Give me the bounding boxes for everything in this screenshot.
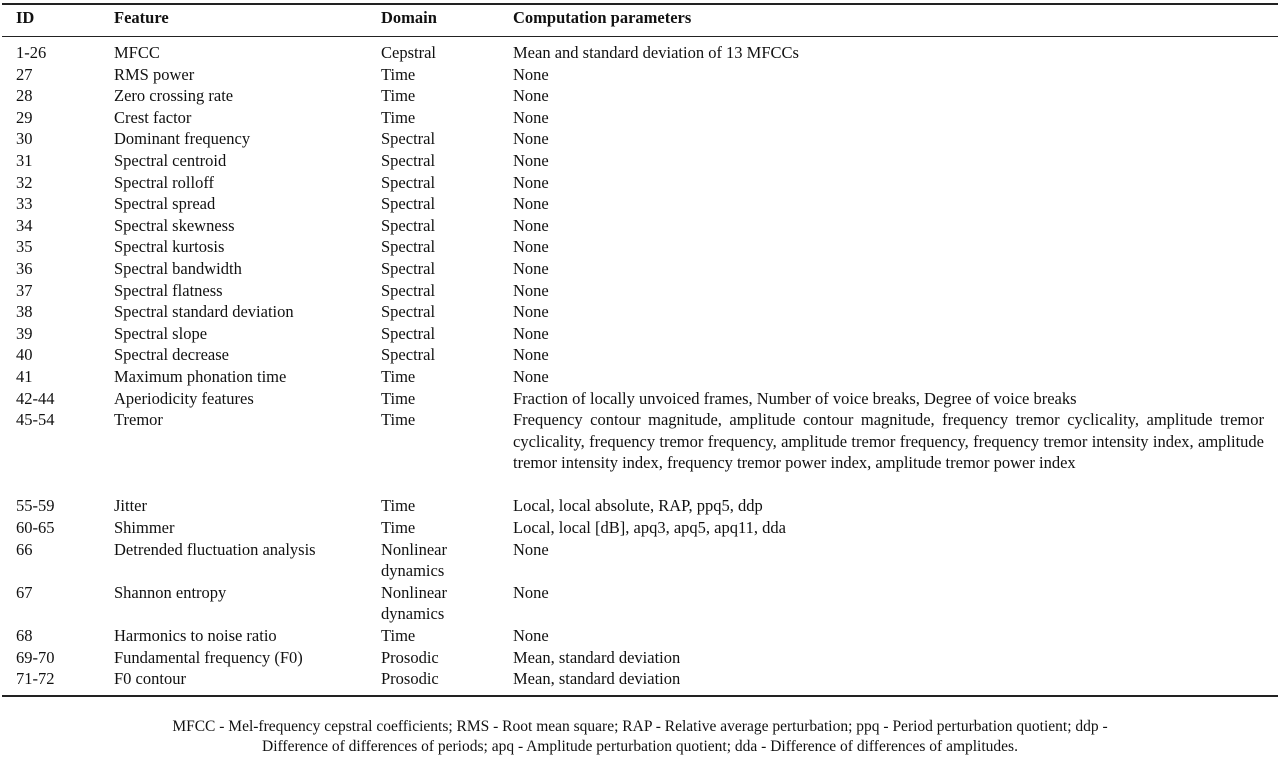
- cell-feature: Spectral flatness: [114, 280, 223, 300]
- cell-params: None: [513, 107, 549, 127]
- cell-feature: Spectral rolloff: [114, 172, 215, 192]
- cell-domain: Spectral: [381, 302, 436, 322]
- header-feature: Feature: [114, 8, 169, 27]
- cell-params: None: [513, 129, 549, 149]
- cell-params: None: [513, 86, 549, 106]
- cell-feature: Aperiodicity features: [114, 388, 254, 408]
- cell-params: None: [513, 302, 549, 322]
- table-bottom-rule: [2, 695, 1278, 697]
- cell-params: None: [513, 150, 549, 170]
- cell-feature: Jitter: [114, 496, 147, 516]
- cell-domain: Spectral: [381, 237, 436, 257]
- cell-id: 40: [16, 345, 33, 365]
- cell-domain: Spectral: [381, 194, 436, 214]
- cell-params: None: [513, 345, 549, 365]
- table-row: [0, 215, 1280, 237]
- table-row: [0, 388, 1280, 410]
- cell-params: Local, local absolute, RAP, ppq5, ddp: [513, 496, 763, 516]
- table-top-rule: [2, 3, 1278, 5]
- cell-domain: Prosodic: [381, 647, 439, 667]
- table-row: [0, 64, 1280, 86]
- cell-id: 29: [16, 107, 33, 127]
- cell-id: 36: [16, 258, 33, 278]
- cell-params: Mean and standard deviation of 13 MFCCs: [513, 43, 799, 62]
- table-row: [0, 647, 1280, 669]
- cell-feature: RMS power: [114, 64, 195, 84]
- cell-id: 31: [16, 150, 33, 170]
- cell-domain: Spectral: [381, 323, 436, 343]
- cell-id: 69-70: [16, 647, 55, 667]
- cell-domain: Time: [381, 107, 416, 127]
- cell-id: 37: [16, 280, 33, 300]
- cell-domain: Time: [381, 410, 416, 430]
- table-row: [0, 625, 1280, 647]
- cell-id: 41: [16, 366, 33, 386]
- cell-id: 1-26: [16, 43, 47, 62]
- footnote-line-1: MFCC - Mel-frequency cepstral coefficients; RMS - Root mean square; RAP - Relative average perturbation; ppq - Period perturbation quotient; ddp -: [172, 718, 1108, 735]
- table-row: [0, 539, 1280, 582]
- header-id: ID: [16, 8, 35, 27]
- table-row: [0, 280, 1280, 302]
- cell-feature: Dominant frequency: [114, 129, 251, 149]
- cell-id: 33: [16, 194, 33, 214]
- cell-feature: Spectral kurtosis: [114, 237, 225, 257]
- cell-feature: Spectral spread: [114, 194, 216, 214]
- cell-feature: Spectral decrease: [114, 345, 229, 365]
- cell-id: 45-54: [16, 410, 55, 430]
- cell-feature: Spectral standard deviation: [114, 302, 294, 322]
- table-row: [0, 323, 1280, 345]
- cell-params: Fraction of locally unvoiced frames, Number of voice breaks, Degree of voice breaks: [513, 388, 1077, 408]
- cell-domain: Spectral: [381, 280, 436, 300]
- cell-id: 60-65: [16, 518, 55, 538]
- table-header: [0, 8, 1280, 30]
- cell-params: None: [513, 172, 549, 192]
- cell-params: None: [513, 280, 549, 300]
- cell-params: Mean, standard deviation: [513, 669, 681, 689]
- header-domain: Domain: [381, 8, 437, 27]
- cell-id: 38: [16, 302, 33, 322]
- cell-domain: Time: [381, 626, 416, 646]
- cell-feature: Shannon entropy: [114, 582, 227, 602]
- table-header-rule: [2, 36, 1278, 37]
- footnote-line-2: Difference of differences of periods; apq - Amplitude perturbation quotient; dda - Difference of differences of amplitudes.: [262, 738, 1018, 755]
- table-footnote: [0, 717, 1280, 757]
- table-row: [0, 128, 1280, 150]
- table-row: [0, 517, 1280, 539]
- cell-feature: Crest factor: [114, 107, 192, 127]
- table-row: [0, 193, 1280, 215]
- cell-domain: Time: [381, 496, 416, 516]
- cell-id: 66: [16, 539, 33, 559]
- cell-feature: MFCC: [114, 43, 160, 62]
- cell-params: None: [513, 258, 549, 278]
- cell-id: 30: [16, 129, 33, 149]
- cell-id: 68: [16, 626, 33, 646]
- cell-params: Mean, standard deviation: [513, 647, 681, 667]
- cell-feature: Spectral slope: [114, 323, 208, 343]
- table-row: [0, 85, 1280, 107]
- cell-params: None: [513, 626, 549, 646]
- cell-id: 27: [16, 64, 33, 84]
- table-body: [0, 42, 1280, 690]
- table-row: [0, 107, 1280, 129]
- table-row: [0, 301, 1280, 323]
- cell-domain: Spectral: [381, 129, 436, 149]
- cell-feature: Zero crossing rate: [114, 86, 234, 106]
- table-row: [0, 172, 1280, 194]
- cell-id: 28: [16, 86, 33, 106]
- table-row: [0, 150, 1280, 172]
- table-row: [0, 344, 1280, 366]
- cell-id: 71-72: [16, 669, 55, 689]
- cell-domain: Spectral: [381, 150, 436, 170]
- cell-id: 32: [16, 172, 33, 192]
- cell-params: None: [513, 366, 549, 386]
- cell-params: Frequency contour magnitude, amplitude contour magnitude, frequency tremor cyclicality, amplitude tremor cyclicality, frequency tremor frequency, amplitude tremor frequency, frequency tremor intensity index, amplitude tremor intensity index, frequency tremor power index, amplitude tremor power index: [513, 410, 1264, 473]
- cell-id: 39: [16, 323, 33, 343]
- cell-params: None: [513, 215, 549, 235]
- cell-id: 34: [16, 215, 33, 235]
- header-computation-parameters: Computation parameters: [513, 8, 692, 27]
- cell-feature: Fundamental frequency (F0): [114, 647, 303, 667]
- cell-domain: Time: [381, 64, 416, 84]
- cell-id: 67: [16, 582, 33, 602]
- table-row: [0, 668, 1280, 690]
- cell-domain: Cepstral: [381, 43, 436, 62]
- cell-feature: F0 contour: [114, 669, 186, 689]
- cell-id: 35: [16, 237, 33, 257]
- cell-params: None: [513, 539, 549, 559]
- cell-feature: Maximum phonation time: [114, 366, 287, 386]
- cell-feature: Detrended fluctuation analysis: [114, 539, 316, 559]
- table-row: [0, 42, 1280, 64]
- cell-domain: Spectral: [381, 345, 436, 365]
- cell-domain: Nonlinear dynamics: [381, 582, 447, 624]
- cell-params: Local, local [dB], apq3, apq5, apq11, dda: [513, 518, 786, 538]
- cell-domain: Spectral: [381, 215, 436, 235]
- cell-id: 42-44: [16, 388, 55, 408]
- cell-params: None: [513, 582, 549, 602]
- table-row: [0, 582, 1280, 625]
- cell-domain: Nonlinear dynamics: [381, 539, 447, 581]
- cell-domain: Prosodic: [381, 669, 439, 689]
- table-row: [0, 409, 1280, 495]
- cell-domain: Spectral: [381, 258, 436, 278]
- cell-feature: Tremor: [114, 410, 163, 430]
- cell-feature: Spectral skewness: [114, 215, 235, 235]
- cell-params: None: [513, 237, 549, 257]
- cell-id: 55-59: [16, 496, 55, 516]
- cell-domain: Time: [381, 366, 416, 386]
- cell-domain: Time: [381, 86, 416, 106]
- cell-domain: Time: [381, 518, 416, 538]
- cell-feature: Shimmer: [114, 518, 175, 538]
- cell-feature: Spectral bandwidth: [114, 258, 242, 278]
- cell-domain: Time: [381, 388, 416, 408]
- table-row: [0, 258, 1280, 280]
- cell-params: None: [513, 64, 549, 84]
- cell-feature: Spectral centroid: [114, 150, 227, 170]
- cell-params: None: [513, 194, 549, 214]
- table-row: [0, 495, 1280, 517]
- table-row: [0, 366, 1280, 388]
- cell-domain: Spectral: [381, 172, 436, 192]
- cell-params: None: [513, 323, 549, 343]
- cell-feature: Harmonics to noise ratio: [114, 626, 277, 646]
- table-row: [0, 236, 1280, 258]
